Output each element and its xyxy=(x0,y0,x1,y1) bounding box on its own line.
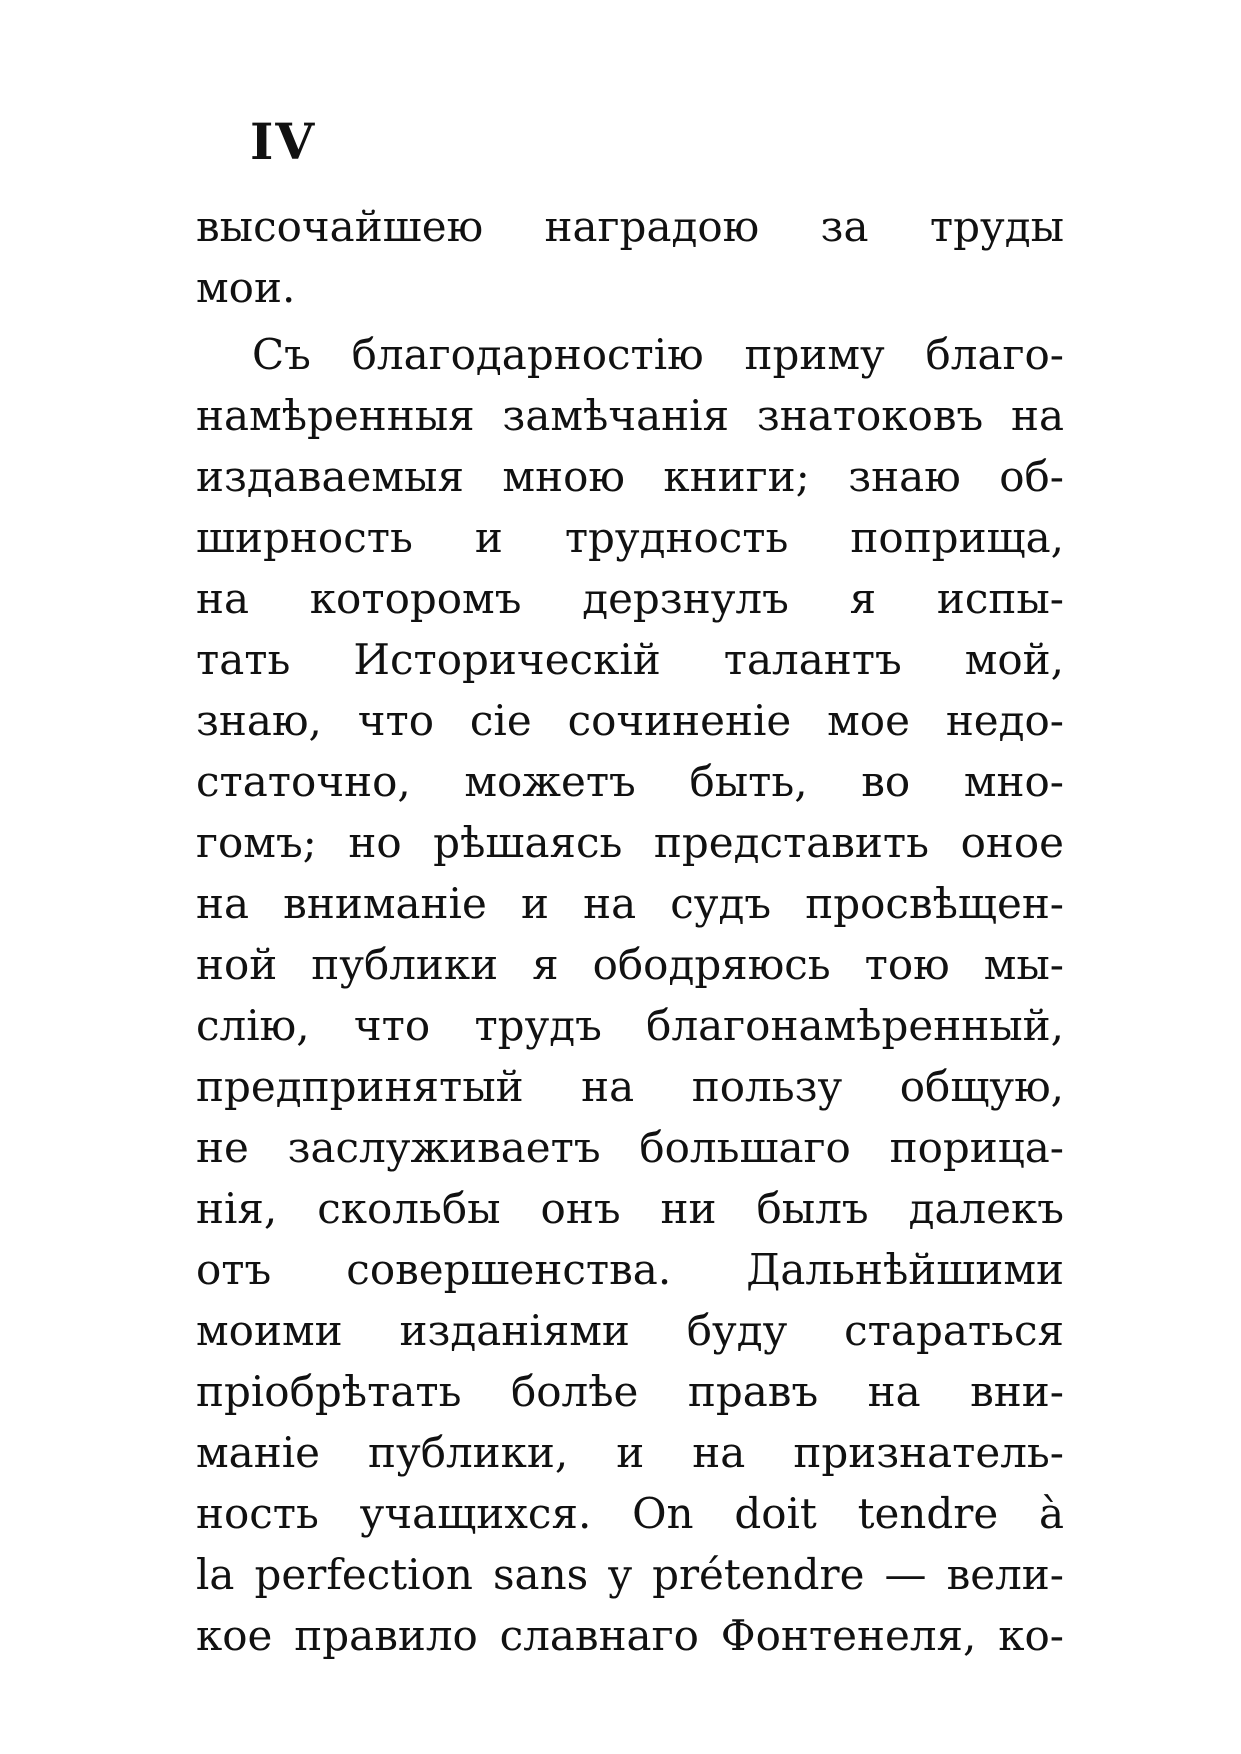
paragraph-2 xyxy=(196,324,1064,1666)
text-line: отъ совершенства. Дальнѣйшими xyxy=(196,1245,1064,1294)
text-line: на вниманіе и на судъ просвѣщен- xyxy=(196,879,1064,928)
text-line: высочайшею наградою за труды xyxy=(196,202,1064,251)
text-line: Съ благодарностію приму благо- xyxy=(252,330,1064,379)
text-line: статочно, можетъ быть, во мно- xyxy=(196,757,1064,806)
text-line: издаваемыя мною книги; знаю об- xyxy=(196,452,1064,501)
text-line: la perfection sans y prétendre — вели- xyxy=(196,1550,1064,1599)
text-line: слію, что трудъ благонамѣренный, xyxy=(196,1001,1064,1050)
text-line: маніе публики, и на признатель- xyxy=(196,1428,1064,1477)
paragraph-1 xyxy=(196,196,1064,318)
page-number: IV xyxy=(250,112,317,171)
text-line: ной публики я ободряюсь тою мы- xyxy=(196,940,1064,989)
text-line: предпринятый на пользу общую, xyxy=(196,1062,1064,1111)
text-line: мои. xyxy=(196,263,296,312)
text-line: нія, скольбы онъ ни былъ далекъ xyxy=(196,1184,1064,1233)
text-line: знаю, что сіе сочиненіе мое недо- xyxy=(196,696,1064,745)
text-line: на которомъ дерзнулъ я испы- xyxy=(196,574,1064,623)
text-line: моими изданіями буду стараться xyxy=(196,1306,1064,1355)
text-line: ширность и трудность поприща, xyxy=(196,513,1064,562)
text-line: пріобрѣтать болѣе правъ на вни- xyxy=(196,1367,1064,1416)
text-line: гомъ; но рѣшаясь представить оное xyxy=(196,818,1064,867)
text-line: намѣренныя замѣчанія знатоковъ на xyxy=(196,391,1064,440)
text-line: тать Историческій талантъ мой, xyxy=(196,635,1064,684)
text-line: ность учащихся. On doit tendre à xyxy=(196,1489,1064,1538)
text-line: кое правило славнаго Фонтенеля, ко- xyxy=(196,1611,1064,1660)
text-line: не заслуживаетъ большаго порица- xyxy=(196,1123,1064,1172)
